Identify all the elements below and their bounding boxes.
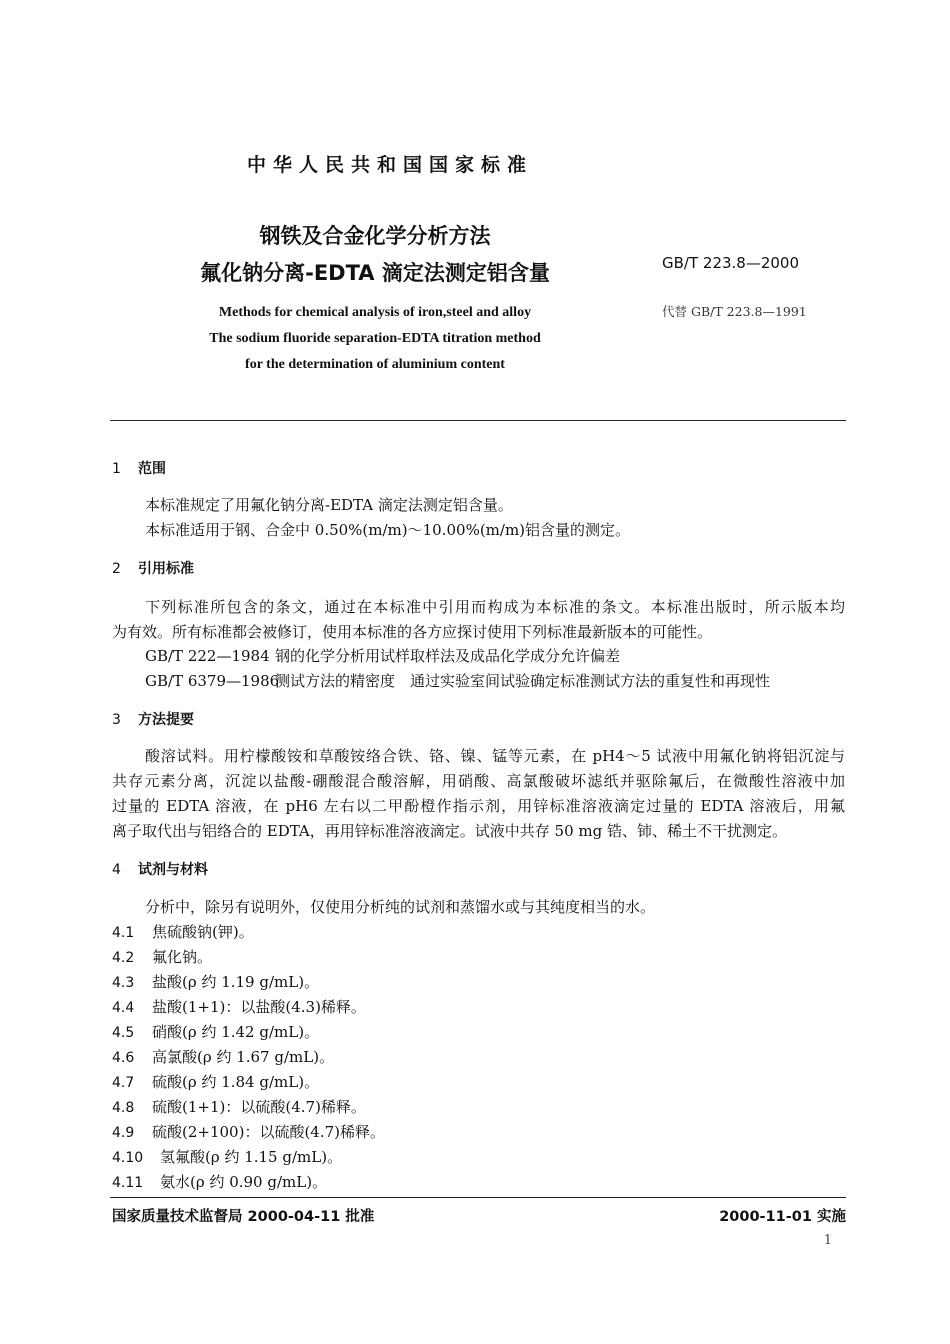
section-3-line-4: 离子取代出与铝络合的 EDTA，再用锌标准溶液滴定。试液中共存 50 mg 锆、铈、稀土不干扰测定。 bbox=[112, 822, 787, 840]
title-cn-line-2: 氟化钠分离-EDTA 滴定法测定铝含量 bbox=[200, 261, 550, 285]
section-3-line-2 bbox=[112, 770, 845, 791]
section-number: 1 bbox=[112, 461, 121, 477]
item-number: 4.3 bbox=[112, 975, 135, 991]
item-number: 4.1 bbox=[112, 925, 135, 941]
reagent-item bbox=[112, 946, 212, 967]
section-1-para-2: 本标准适用于钢、合金中 0.50%(m/m)～10.00%(m/m)铝含量的测定。 bbox=[145, 521, 631, 539]
section-4-heading bbox=[112, 859, 208, 879]
item-text: 氨水(ρ 约 0.90 g/mL)。 bbox=[160, 1173, 328, 1191]
approval-date: 国家质量技术监督局 2000-04-11 批准 bbox=[112, 1209, 375, 1225]
item-number: 4.10 bbox=[112, 1150, 144, 1166]
reagent-item bbox=[112, 1146, 342, 1167]
section-title: 试剂与材料 bbox=[138, 862, 208, 878]
item-text: 盐酸(1+1)：以盐酸(4.3)稀释。 bbox=[152, 998, 366, 1016]
title-en-line-1: Methods for chemical analysis of iron,steel and alloy bbox=[218, 305, 532, 320]
standard-code: GB/T 223.8—2000 bbox=[662, 254, 800, 272]
item-text: 盐酸(ρ 约 1.19 g/mL)。 bbox=[152, 973, 320, 991]
section-title: 方法提要 bbox=[138, 712, 194, 728]
text-line: 酸溶试料。用柠檬酸铵和草酸铵络合铁、铬、镍、锰等元素，在 pH4～5 试液中用氟化钠将铝沉淀与 bbox=[145, 747, 845, 765]
section-4-intro: 分析中，除另有说明外，仅使用分析纯的试剂和蒸馏水或与其纯度相当的水。 bbox=[145, 898, 656, 916]
item-number: 4.2 bbox=[112, 950, 135, 966]
section-title: 范围 bbox=[138, 461, 166, 477]
item-text: 氢氟酸(ρ 约 1.15 g/mL)。 bbox=[160, 1148, 343, 1166]
page-number: 1 bbox=[823, 1233, 832, 1248]
effective-date: 2000-11-01 实施 bbox=[719, 1209, 846, 1225]
replaces-note: 代替 GB/T 223.8—1991 bbox=[662, 304, 807, 319]
text-line: 共存元素分离，沉淀以盐酸-硼酸混合酸溶解，用硝酸、高氯酸破坏滤纸并驱除氟后，在微酸性溶液中加 bbox=[112, 772, 845, 790]
text-line: 过量的 EDTA 溶液，在 pH6 左右以二甲酚橙作指示剂，用锌标准溶液滴定过量的 EDTA 溶液后，用氟 bbox=[112, 797, 845, 815]
item-text: 硫酸(ρ 约 1.84 g/mL)。 bbox=[152, 1073, 320, 1091]
reagent-item bbox=[112, 996, 366, 1017]
reference-item bbox=[145, 670, 770, 691]
section-title: 引用标准 bbox=[138, 561, 194, 577]
reference-code: GB/T 222—1984 bbox=[145, 647, 270, 665]
reagent-item bbox=[112, 971, 319, 992]
title-en-line-3: for the determination of aluminium content bbox=[245, 357, 505, 372]
section-2-heading bbox=[112, 558, 194, 578]
title-cn-line-1: 钢铁及合金化学分析方法 bbox=[259, 224, 491, 248]
section-1-heading bbox=[112, 458, 166, 478]
title-en-line-2: The sodium fluoride separation-EDTA titration method bbox=[209, 331, 541, 346]
section-3-line-1 bbox=[145, 745, 845, 766]
section-2-para-line-1 bbox=[145, 596, 845, 617]
item-text: 焦硫酸钠(钾)。 bbox=[152, 923, 254, 941]
reagent-item bbox=[112, 1121, 385, 1142]
section-3-heading bbox=[112, 709, 194, 729]
section-3-line-3 bbox=[112, 795, 845, 816]
reference-item bbox=[145, 645, 620, 666]
item-number: 4.4 bbox=[112, 1000, 135, 1016]
item-text: 硫酸(1+1)：以硫酸(4.7)稀释。 bbox=[152, 1098, 366, 1116]
text-line: 下列标准所包含的条文，通过在本标准中引用而构成为本标准的条文。本标准出版时，所示版本均 bbox=[145, 598, 845, 616]
item-number: 4.11 bbox=[112, 1175, 144, 1191]
section-number: 2 bbox=[112, 561, 121, 577]
reagent-item bbox=[112, 1096, 366, 1117]
reagent-item bbox=[112, 1171, 327, 1192]
reference-title: 钢的化学分析用试样取样法及成品化学成分允许偏差 bbox=[275, 647, 621, 665]
item-text: 硝酸(ρ 约 1.42 g/mL)。 bbox=[152, 1023, 320, 1041]
section-number: 3 bbox=[112, 712, 121, 728]
item-text: 硫酸(2+100)：以硫酸(4.7)稀释。 bbox=[152, 1123, 386, 1141]
item-text: 高氯酸(ρ 约 1.67 g/mL)。 bbox=[152, 1048, 335, 1066]
item-number: 4.7 bbox=[112, 1075, 135, 1091]
reference-title: 测试方法的精密度 通过实验室间试验确定标准测试方法的重复性和再现性 bbox=[275, 672, 771, 690]
item-number: 4.5 bbox=[112, 1025, 135, 1041]
reagent-item bbox=[112, 1071, 319, 1092]
item-text: 氟化钠。 bbox=[152, 948, 213, 966]
item-number: 4.6 bbox=[112, 1050, 135, 1066]
reference-code: GB/T 6379—1986 bbox=[145, 672, 280, 690]
reagent-item bbox=[112, 1046, 334, 1067]
reagent-item bbox=[112, 921, 254, 942]
section-2-para-line-2: 为有效。所有标准都会被修订，使用本标准的各方应探讨使用下列标准最新版本的可能性。 bbox=[112, 623, 713, 641]
reagent-item bbox=[112, 1021, 319, 1042]
section-number: 4 bbox=[112, 862, 121, 878]
header-rule bbox=[110, 420, 846, 421]
item-number: 4.8 bbox=[112, 1100, 135, 1116]
national-standard-heading: 中华人民共和国国家标准 bbox=[246, 154, 533, 176]
footer-rule bbox=[110, 1197, 846, 1198]
item-number: 4.9 bbox=[112, 1125, 135, 1141]
section-1-para-1: 本标准规定了用氟化钠分离-EDTA 滴定法测定铝含量。 bbox=[145, 496, 513, 514]
